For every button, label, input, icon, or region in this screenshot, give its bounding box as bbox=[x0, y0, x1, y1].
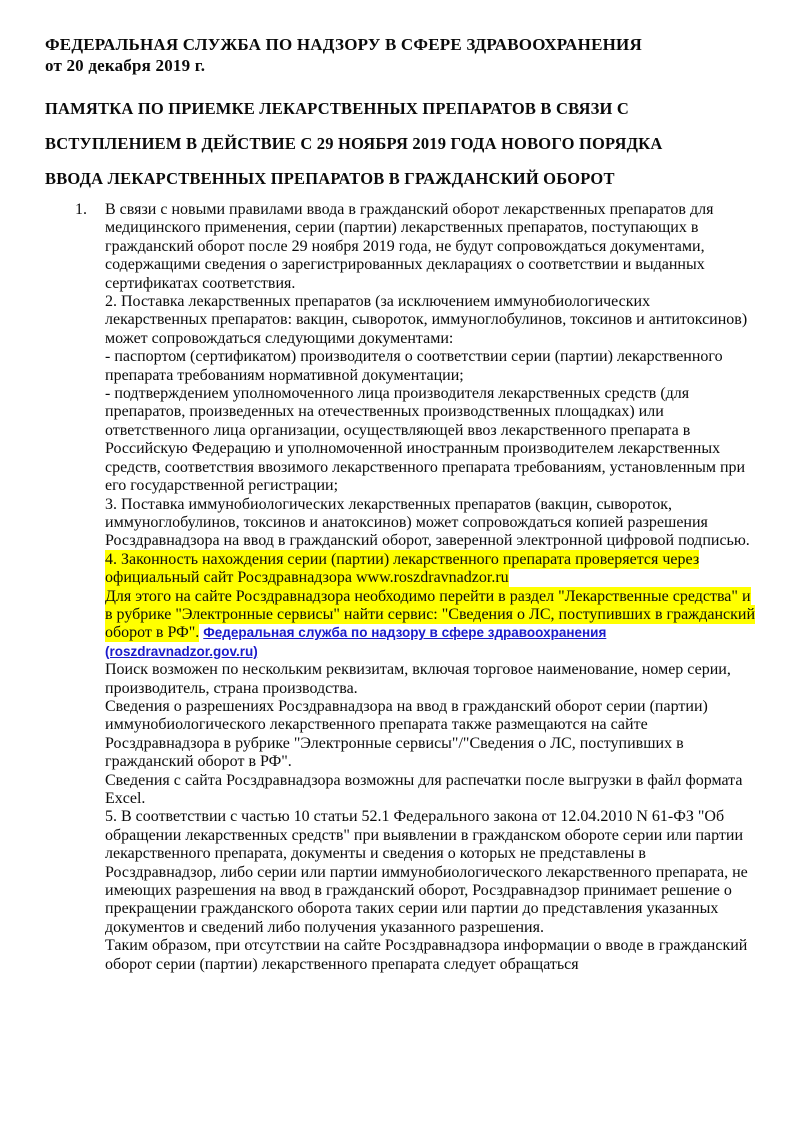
roszdravnadzor-link[interactable]: Федеральная служба по надзору в сфере здравоохранения (roszdravnadzor.gov.ru) bbox=[105, 625, 607, 659]
paragraph-2: 2. Поставка лекарственных препаратов (за исключением иммунобиологических лекарственных препаратов: вакцин, сывороток, иммуноглобулинов, токсинов и антитоксинов) может сопровождаться следующими документами: bbox=[105, 293, 748, 347]
paragraph-excel: Сведения с сайта Росздравнадзора возможны для распечатки после выгрузки в файл формата Excel. bbox=[105, 771, 743, 807]
issuing-authority: ФЕДЕРАЛЬНАЯ СЛУЖБА ПО НАДЗОРУ В СФЕРЕ ЗДРАВООХРАНЕНИЯ bbox=[45, 35, 642, 54]
highlighted-text: 4. Законность нахождения серии (партии) лекарственного препарата проверяется через официальный сайт Росздравнадзора www.roszdravnadzor.ru bbox=[105, 550, 700, 587]
paragraph-5: 5. В соответствии с частью 10 статьи 52.1 Федерального закона от 12.04.2010 N 61-ФЗ "Об обращении лекарственных средств" при выявлении в гражданском обороте серии или партии лекарственного препарата, документы и сведения о которых не представлены в Росздравнадзор, либо серии или партии иммунобиологического лекарственного препарата, не имеющих разрешения на ввод в гражданский оборот, Росздравнадзор принимает решение о прекращении гражданского оборота таких серии или партии до представления указанных документов и сведений либо получения указанного разрешения. bbox=[105, 808, 748, 936]
paragraph-search: Поиск возможен по нескольким реквизитам, включая торговое наименование, номер серии, производитель, страна производства. bbox=[105, 661, 731, 697]
paragraph-item-1-text: В связи с новыми правилами ввода в гражданский оборот лекарственных препаратов для медицинского применения, серии (партии) лекарственных препаратов, поступающих в гражданский оборот после 29 ноября 2019 года, не будут сопровождаться документами, содержащими сведения о зарегистрированных декларациях о соответствии и выданных сертификатах соответствия. bbox=[105, 201, 714, 292]
list-number: 1. bbox=[75, 201, 87, 218]
paragraph-dash-confirmation: - подтверждением уполномоченного лица производителя лекарственных средств (для препаратов, произведенных на отечественных производственных площадках) или ответственного лица организации, осуществляющей ввоз лекарственного препарата в Российскую Федерацию и уполномоченной иностранным производителем лекарственных средств, соответствия ввозимого лекарственного препарата требованиям, установленным при его государственной регистрации; bbox=[105, 385, 746, 495]
document-title bbox=[45, 91, 758, 196]
document-title-line: ПАМЯТКА ПО ПРИЕМКЕ ЛЕКАРСТВЕННЫХ ПРЕПАРАТОВ В СВЯЗИ С bbox=[45, 99, 629, 118]
paragraph-3: 3. Поставка иммунобиологических лекарственных препаратов (вакцин, сывороток, иммуноглобулинов, токсинов и анатоксинов) может сопровождаться копией разрешения Росздравнадзора на ввод в гражданский оборот, заверенной электронной цифровой подписью. bbox=[105, 495, 750, 550]
document-title-line: ВВОДА ЛЕКАРСТВЕННЫХ ПРЕПАРАТОВ В ГРАЖДАНСКИЙ ОБОРОТ bbox=[45, 169, 615, 188]
paragraph-dash-passport: - паспортом (сертификатом) производителя о соответствии серии (партии) лекарственного препарата требованиям нормативной документации; bbox=[105, 348, 723, 384]
document-body bbox=[75, 201, 756, 974]
document-header bbox=[45, 34, 758, 76]
paragraph-item-1 bbox=[75, 201, 756, 293]
document-date: от 20 декабря 2019 г. bbox=[45, 56, 206, 75]
paragraph-4-part-2 bbox=[105, 588, 756, 662]
document-title-line: ВСТУПЛЕНИЕМ В ДЕЙСТВИЕ С 29 НОЯБРЯ 2019 ГОДА НОВОГО ПОРЯДКА bbox=[45, 134, 663, 153]
highlighted-text: Для этого на сайте Росздравнадзора необходимо перейти в раздел "Лекарственные средства" и в рубрике "Электронные сервисы" найти сервис: "Сведения о ЛС, поступивших в гражданский оборот в РФ". bbox=[105, 587, 756, 642]
paragraph-final: Таким образом, при отсутствии на сайте Росздравнадзора информации о вводе в гражданский оборот серии (партии) лекарственного препарата следует обращаться bbox=[105, 937, 748, 973]
paragraph-4-part-1 bbox=[105, 551, 756, 588]
paragraph-svedeniya: Сведения о разрешениях Росздравнадзора на ввод в гражданский оборот серии (партии) иммунобиологического лекарственного препарата также размещаются на сайте Росздравнадзора в рубрике "Электронные сервисы"/"Сведения о ЛС, поступивших в гражданский оборот в РФ". bbox=[105, 697, 708, 771]
